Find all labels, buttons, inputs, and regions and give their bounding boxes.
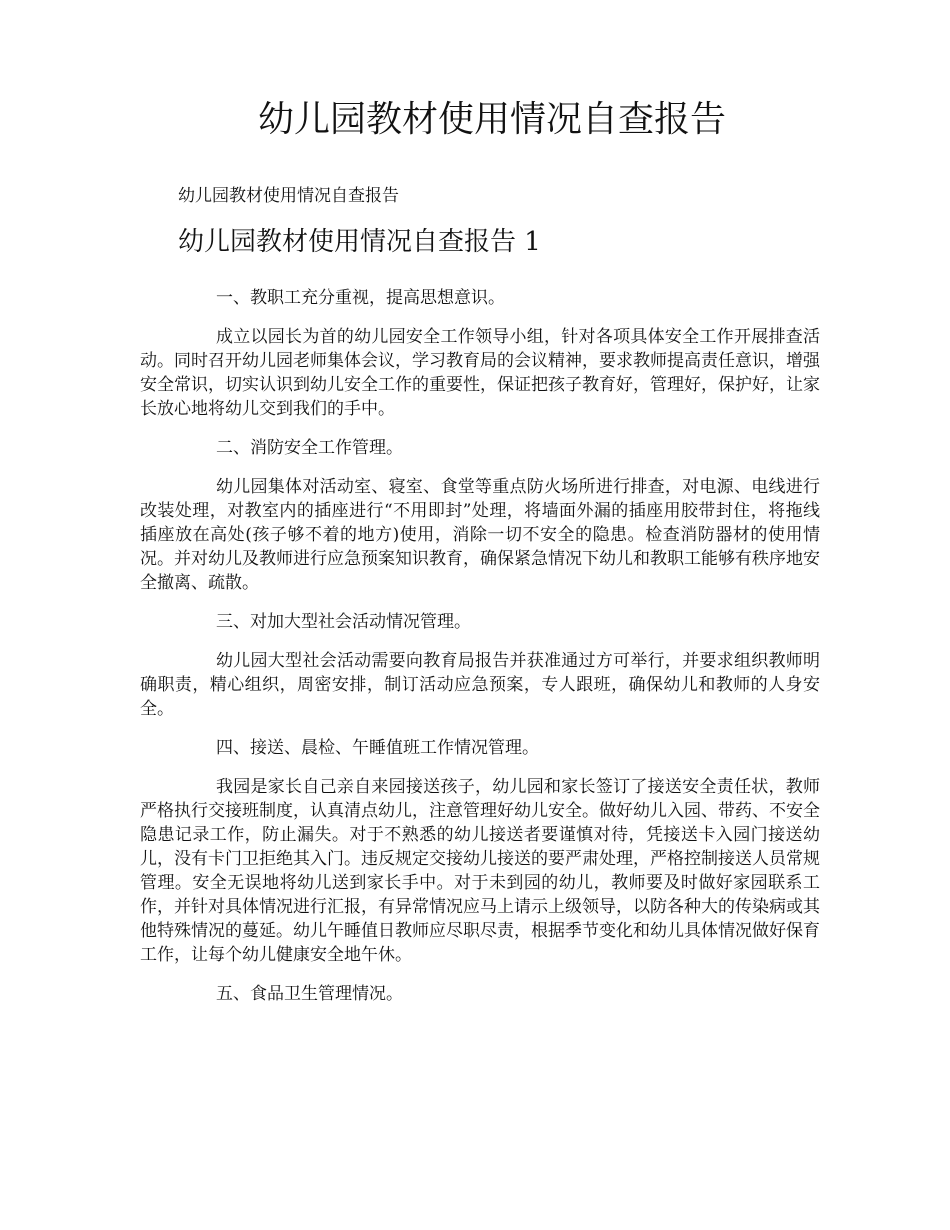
paragraph-1: 成立以园长为首的幼儿园安全工作领导小组，针对各项具体安全工作开展排查活动。同时召开幼儿园老师集体会议，学习教育局的会议精神，要求教师提高责任意识，增强安全常识，切实认识到幼儿安全工作的重要性，保证把孩子教育好，管理好，保护好，让家长放心地将幼儿交到我们的手中。 xyxy=(140,327,820,419)
section-heading-5: 五、食品卫生管理情况。 xyxy=(216,984,403,1004)
document-title: 幼儿园教材使用情况自查报告 xyxy=(257,99,726,140)
paragraph-2: 幼儿园集体对活动室、寝室、食堂等重点防火场所进行排查，对电源、电线进行改装处理，对教室内的插座进行“不用即封”处理，将墙面外漏的插座用胶带封住，将拖线插座放在高处(孩子够不着的地方)使用，消除一切不安全的隐患。检查消防器材的使用情况。并对幼儿及教师进行应急预案知识教育，确保紧急情况下幼儿和教职工能够有秩序地安全撤离、疏散。 xyxy=(140,477,820,593)
paragraph-3: 幼儿园大型社会活动需要向教育局报告并获准通过方可举行，并要求组织教师明确职责，精心组织，周密安排，制订活动应急预案，专人跟班，确保幼儿和教师的人身安全。 xyxy=(140,651,820,719)
section-heading-3: 三、对加大型社会活动情况管理。 xyxy=(216,612,471,632)
document-body xyxy=(140,286,820,1006)
section-title: 幼儿园教材使用情况自查报告 1 xyxy=(178,227,541,257)
section-heading-2: 二、消防安全工作管理。 xyxy=(216,438,403,458)
section-heading-4: 四、接送、晨检、午睡值班工作情况管理。 xyxy=(216,738,539,758)
section-heading-1: 一、教职工充分重视，提高思想意识。 xyxy=(216,288,505,308)
paragraph-4: 我园是家长自己亲自来园接送孩子，幼儿园和家长签订了接送安全责任状，教师严格执行交接班制度，认真清点幼儿，注意管理好幼儿安全。做好幼儿入园、带药、不安全隐患记录工作，防止漏失。对于不熟悉的幼儿接送者要谨慎对待，凭接送卡入园门接送幼儿，没有卡门卫拒绝其入门。违反规定交接幼儿接送的要严肃处理，严格控制接送人员常规管理。安全无误地将幼儿送到家长手中。对于未到园的幼儿，教师要及时做好家园联系工作，并针对具体情况进行汇报，有异常情况应马上请示上级领导，以防各种大的传染病或其他特殊情况的蔓延。幼儿午睡值日教师应尽职尽责，根据季节变化和幼儿具体情况做好保育工作，让每个幼儿健康安全地午休。 xyxy=(140,777,820,965)
document-subtitle: 幼儿园教材使用情况自查报告 xyxy=(178,186,399,206)
